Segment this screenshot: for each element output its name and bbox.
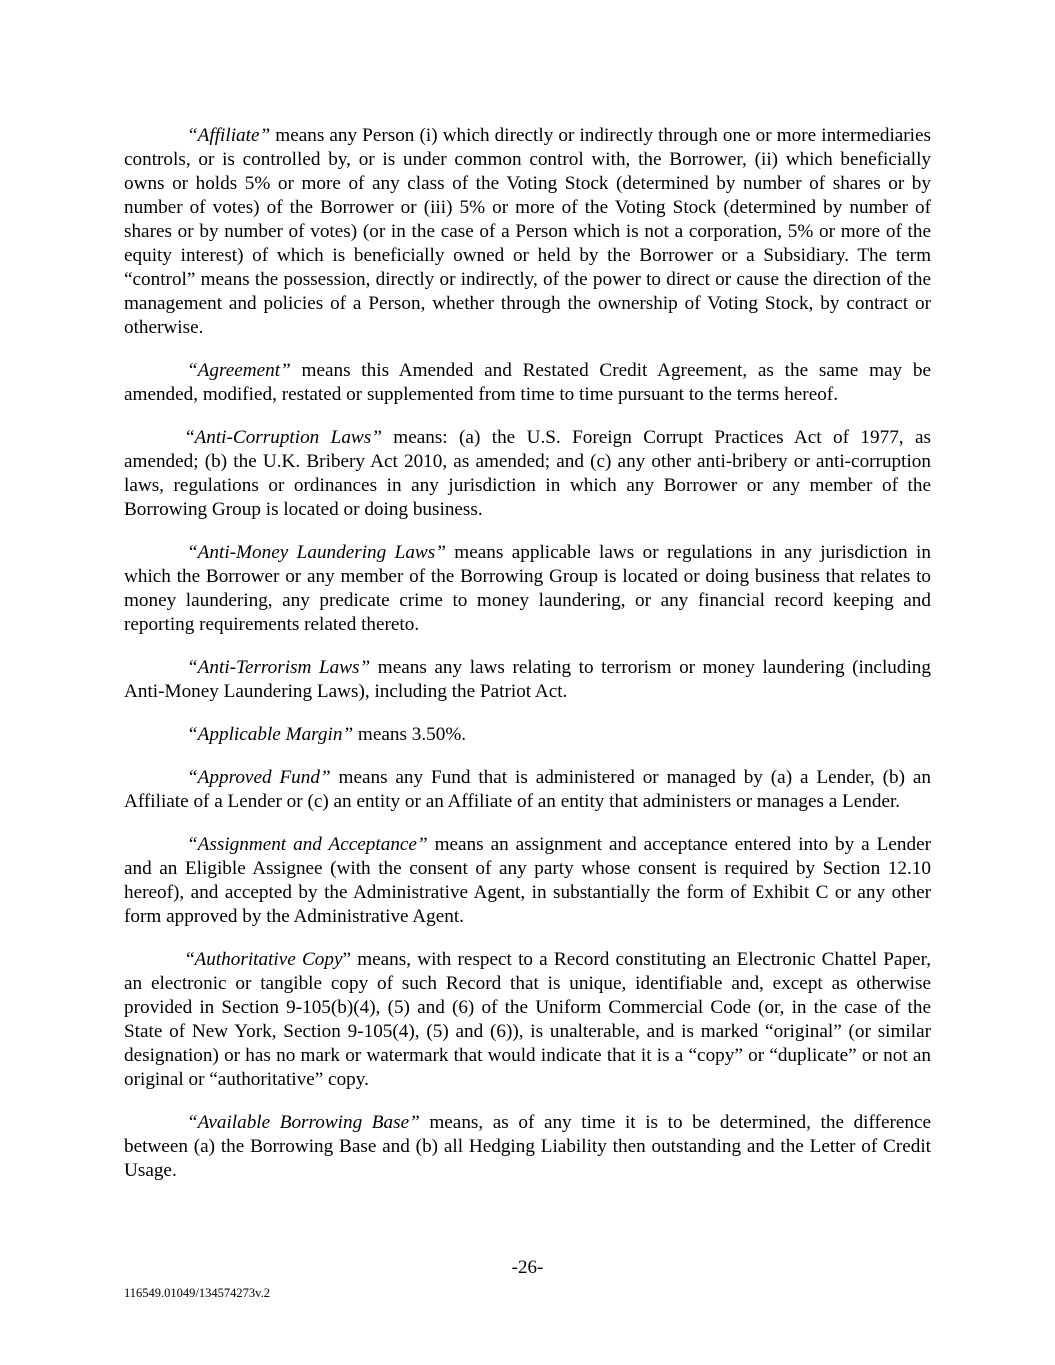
definition-text: means, with respect to a Record constituting an Electronic Chattel Paper, an electronic or tangible copy of such Record that is unique, identifiable and, except as otherwise provided in Section 9-105(b)(4), (5) and (6) of the Uniform Commercial Code (or, in the case of the State of New York, Section 9-105(4), (5) and (6)), is unalterable, and is marked “original” (or similar designation) or has no mark or watermark that would indicate that it is a “copy” or “duplicate” or not an original or “authoritative” copy.: [124, 949, 931, 1090]
definition-text: means any Person (i) which directly or indirectly through one or more intermediaries controls, or is controlled by, or is under common control with, the Borrower, (ii) which beneficially owns or holds 5% or more of any class of the Voting Stock (determined by number of shares or by number of votes) of the Borrower or (iii) 5% or more of the Voting Stock (determined by number of shares or by number of votes) (or in the case of a Person which is not a corporation, 5% or more of the equity interest) of which is beneficially owned or held by the Borrower or a Subsidiary. The term “control” means the possession, directly or indirectly, of the power to direct or cause the direction of the management and policies of a Person, whether through the ownership of Voting Stock, by contract or otherwise.: [124, 125, 931, 338]
definition-available-borrowing-base: [124, 1111, 931, 1183]
definition-anti-terrorism-laws: [124, 656, 931, 704]
definition-text: means applicable laws or regulations in any jurisdiction in which the Borrower or any member of the Borrowing Group is located or doing business that relates to money laundering, any predicate crime to money laundering, or any financial record keeping and reporting requirements related thereto.: [124, 542, 931, 635]
document-body: [124, 124, 931, 1202]
defined-term: “Anti-Money Laundering Laws”: [187, 542, 446, 563]
definition-anti-money-laundering-laws: [124, 541, 931, 637]
definition-assignment-and-acceptance: [124, 833, 931, 929]
defined-term: “Affiliate”: [187, 125, 271, 146]
defined-term: “Anti-Terrorism Laws”: [187, 657, 371, 678]
defined-term: “Assignment and Acceptance”: [187, 834, 428, 855]
document-id: 116549.01049/134574273v.2: [124, 1286, 270, 1300]
definition-affiliate: [124, 124, 931, 340]
definition-agreement: [124, 359, 931, 407]
page-number: -26-: [511, 1257, 544, 1278]
defined-term: “Approved Fund”: [187, 767, 331, 788]
definition-applicable-margin: [124, 723, 931, 747]
definition-text: means an assignment and acceptance entered into by a Lender and an Eligible Assignee (with the consent of any party whose consent is required by Section 12.10 hereof), and accepted by the Administrative Agent, in substantially the form of Exhibit C or any other form approved by the Administrative Agent.: [124, 834, 932, 927]
definition-text: means 3.50%.: [353, 724, 467, 745]
definition-approved-fund: [124, 766, 931, 814]
defined-term: “Applicable Margin”: [187, 724, 354, 745]
definition-text: means any Fund that is administered or managed by (a) a Lender, (b) an Affiliate of a Lender or (c) an entity or an Affiliate of an entity that administers or manages a Lender.: [124, 767, 931, 812]
definition-anti-corruption-laws: [124, 426, 931, 522]
defined-term: “Agreement”: [187, 360, 291, 381]
definition-text: means this Amended and Restated Credit Agreement, as the same may be amended, modified, restated or supplemented from time to time pursuant to the terms hereof.: [124, 360, 931, 405]
definition-text: means: (a) the U.S. Foreign Corrupt Practices Act of 1977, as amended; (b) the U.K. Bribery Act 2010, as amended; and (c) any other anti-bribery or anti-corruption laws, regulations or ordinances in any jurisdiction in which any Borrower or any member of the Borrowing Group is located or doing business.: [124, 427, 931, 520]
definition-authoritative-copy: [124, 948, 931, 1092]
defined-term: “Available Borrowing Base”: [187, 1112, 420, 1133]
definition-text: means any laws relating to terrorism or money laundering (including Anti-Money Laundering Laws), including the Patriot Act.: [124, 657, 931, 702]
definition-text: means, as of any time it is to be determined, the difference between (a) the Borrowing Base and (b) all Hedging Liability then outstanding and the Letter of Credit Usage.: [124, 1112, 931, 1181]
defined-term: “Authoritative Copy”: [186, 949, 352, 970]
defined-term: “Anti-Corruption Laws”: [186, 427, 382, 448]
